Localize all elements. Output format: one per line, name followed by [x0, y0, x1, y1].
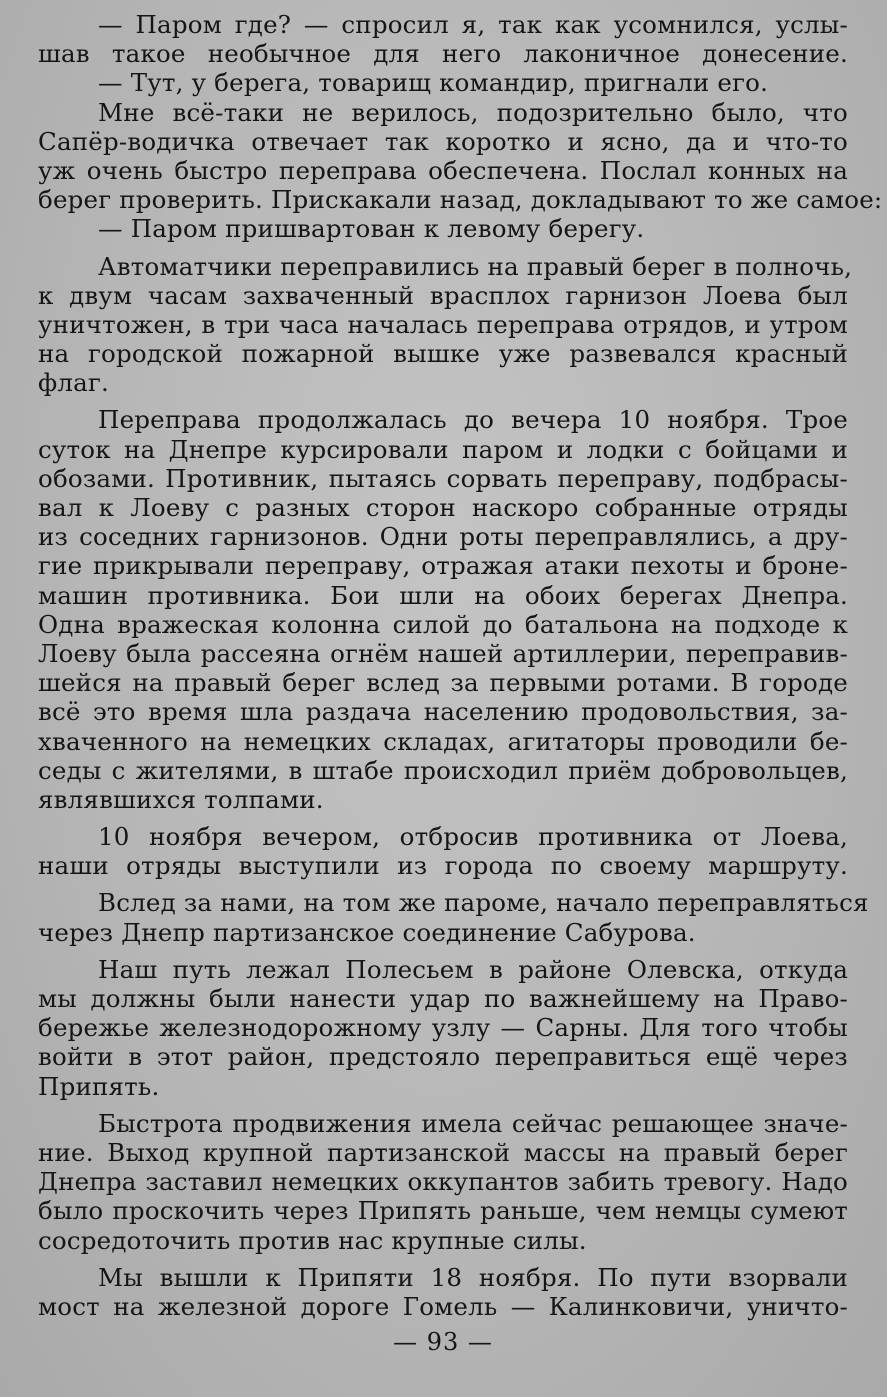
text-line: шав такое необычное для него лаконичное донесение. [38, 39, 848, 69]
paragraph [38, 405, 848, 814]
paragraph [38, 1109, 848, 1255]
text-line: ние. Выход крупной партизанской массы на правый берег [38, 1137, 848, 1167]
text-line: Одна вражеская колонна силой до батальона на подходе к [38, 609, 848, 639]
text-line: войти в этот район, предстояло переправиться ещё через [38, 1042, 848, 1072]
page-number: — 93 — [393, 1328, 493, 1356]
text-line: флаг. [38, 368, 109, 398]
paragraph [38, 97, 883, 215]
text-line: хваченного на немецких складах, агитаторы проводили бе- [38, 726, 848, 756]
text-line: из соседних гарнизонов. Одни роты переправлялись, а дру- [38, 522, 848, 552]
paragraph [38, 10, 848, 68]
text-line: на городской пожарной вышке уже развевался красный [38, 339, 848, 369]
paragraph [38, 68, 848, 97]
text-line: Наш путь лежал Полесьем в районе Олевска, откуда [98, 954, 848, 984]
text-line: Днепра заставил немецких оккупантов забить тревогу. Надо [38, 1167, 848, 1197]
text-line: Вслед за нами, на том же пароме, начало переправляться [98, 888, 869, 918]
text-line: уничтожен, в три часа началась переправа отрядов, и утром [38, 309, 848, 339]
text-line: всё это время шла раздача населению продовольствия, за- [38, 697, 848, 727]
text-line: гие прикрывали переправу, отражая атаки пехоты и броне- [38, 551, 848, 581]
text-line: мост на железной дороге Гомель — Калинковичи, уничто- [38, 1291, 848, 1321]
text-line: сосредоточить против нас крупные силы. [38, 1225, 587, 1255]
text-line: Переправа продолжалась до вечера 10 ноября. Трое [98, 405, 848, 435]
text-line: 10 ноября вечером, отбросив противника от Лоева, [98, 822, 848, 852]
text-line: наши отряды выступили из города по своему маршруту. [38, 851, 848, 881]
paragraph [38, 822, 848, 880]
text-line: — Паром пришвартован к левому берегу. [98, 214, 645, 244]
text-line: к двум часам захваченный врасплох гарнизон Лоева был [38, 280, 848, 310]
paragraph [38, 888, 869, 947]
text-line: Быстрота продвижения имела сейчас решающее значе- [98, 1108, 848, 1138]
paragraph [38, 1263, 848, 1321]
paragraph [38, 955, 848, 1101]
text-line: — Тут, у берега, товарищ командир, пригнали его. [98, 68, 769, 98]
text-line: берег проверить. Прискакали назад, докладывают то же самое: [38, 185, 883, 215]
text-line: было проскочить через Припять раньше, чем немцы сумеют [38, 1196, 848, 1226]
text-line: Лоеву была рассеяна огнём нашей артиллерии, переправив- [38, 638, 848, 668]
paragraph [38, 214, 848, 243]
text-line: бережье железнодорожному узлу — Сарны. Для того чтобы [38, 1013, 848, 1043]
text-line: Мы вышли к Припяти 18 ноября. По пути взорвали [98, 1262, 848, 1292]
text-line: седы с жителями, в штабе происходил приём добровольцев, [38, 755, 848, 785]
text-line: мы должны были нанести удар по важнейшему на Право- [38, 984, 848, 1013]
text-line: шейся на правый берег вслед за первыми ротами. В городе [38, 668, 848, 698]
text-line: через Днепр партизанское соединение Сабурова. [38, 917, 696, 947]
text-line: Автоматчики переправились на правый берег в полночь, [98, 251, 853, 281]
body-text [38, 10, 883, 1321]
text-line: машин противника. Бои шли на обоих берегах Днепра. [38, 580, 848, 610]
text-line: Сапёр-водичка отвечает так коротко и ясно, да и что-то [38, 126, 848, 156]
text-line: обозами. Противник, пытаясь сорвать переправу, подбрасы- [38, 463, 848, 493]
text-line: являвшихся толпами. [38, 784, 324, 814]
book-page [38, 10, 883, 1387]
paragraph [38, 251, 853, 398]
text-line: Мне всё-таки не верилось, подозрительно было, что [98, 97, 848, 127]
text-line: уж очень быстро переправа обеспечена. Послал конных на [38, 155, 848, 185]
text-line: — Паром где? — спросил я, так как усомнился, услы- [98, 10, 848, 39]
text-line: Припять. [38, 1071, 160, 1101]
text-line: суток на Днепре курсировали паром и лодки с бойцами и [38, 434, 848, 464]
text-line: вал к Лоеву с разных сторон наскоро собранные отряды [38, 493, 848, 522]
